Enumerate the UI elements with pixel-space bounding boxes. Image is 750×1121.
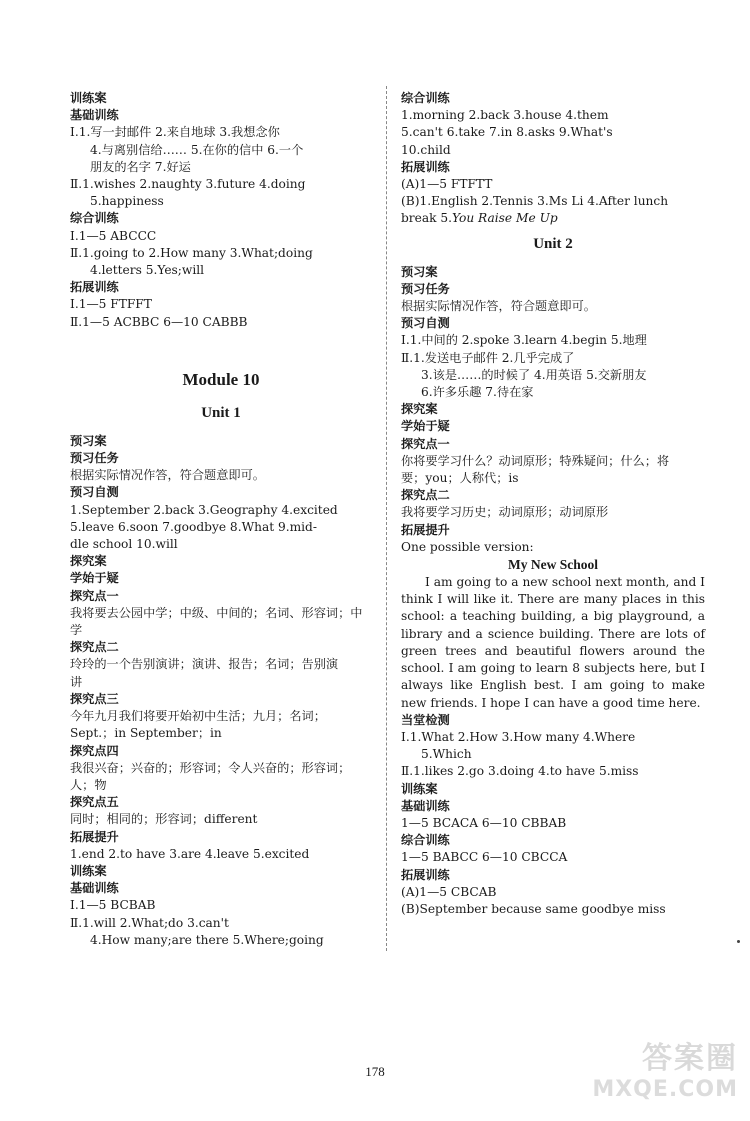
answer-line: (A)1—5 CBCAB	[401, 884, 497, 899]
section-heading: 拓展提升	[401, 522, 450, 537]
right-column	[401, 90, 705, 918]
answer-line: Ⅰ.1—5 ABCCC	[70, 228, 157, 243]
answer-line: 5.happiness	[90, 194, 164, 209]
section-heading: 综合训练	[70, 211, 119, 226]
answer-line: Ⅰ.1.What 2.How 3.How many 4.Where	[401, 729, 636, 744]
section-heading: 预习自测	[70, 485, 119, 500]
answer-line	[401, 210, 705, 227]
answer-line: 学	[70, 623, 83, 638]
watermark-bottom-text: MXQE.COM	[592, 1077, 738, 1102]
answer-line: 6.许多乐趣 7.待在家	[421, 385, 534, 400]
answer-line: 1—5 BABCC 6—10 CBCCA	[401, 850, 568, 865]
answer-line: 5.can't 6.take 7.in 8.asks 9.What's	[401, 125, 613, 140]
answer-line: Ⅱ.1.going to 2.How many 3.What;doing	[70, 245, 313, 260]
section-heading: 训练案	[70, 91, 107, 105]
section-heading: 探究点二	[401, 488, 450, 503]
watermark-logo	[588, 1041, 738, 1111]
section-heading: 预习案	[70, 433, 107, 448]
section-heading: 探究点一	[401, 436, 450, 451]
answer-line: 3.该是……的时候了 4.用英语 5.交新朋友	[421, 367, 647, 382]
answer-line: Ⅱ.1.will 2.What;do 3.can't	[70, 915, 229, 930]
answer-line: (B)September because same goodbye miss	[401, 901, 666, 916]
answer-line: Ⅰ.1—5 FTFFT	[70, 297, 152, 312]
section-heading: 当堂检测	[401, 712, 450, 727]
essay-paragraph: I am going to a new school next month, and I think I will like it. There are many places in this school: a teaching building, a big playground, a library and a science building. There are lots of green trees and beautiful flowers around the school. I am going to learn 8 subjects here, but I always like English best. I am going to make new friends. I hope I can have a good time here.	[401, 575, 705, 710]
section-heading: 综合训练	[401, 833, 450, 848]
answer-line: 根据实际情况作答，符合题意即可。	[70, 468, 265, 483]
section-heading: 学始于疑	[401, 419, 450, 434]
answer-line: 1.end 2.to have 3.are 4.leave 5.excited	[70, 846, 310, 861]
section-heading: 探究案	[70, 554, 107, 569]
module-title: Module 10	[182, 369, 260, 389]
section-heading: 训练案	[401, 781, 438, 796]
section-heading: 探究点二	[70, 640, 119, 655]
page-number: 178	[365, 1064, 385, 1079]
answer-line: 1.September 2.back 3.Geography 4.excited	[70, 502, 338, 517]
answer-line: (B)1.English 2.Tennis 3.Ms Li 4.After lunch	[401, 194, 669, 209]
answer-line: dle school 10.will	[70, 537, 178, 552]
answer-line: 根据实际情况作答，符合题意即可。	[401, 299, 596, 314]
answer-line: One possible version:	[401, 539, 534, 554]
answer-line: 5.leave 6.soon 7.goodbye 8.What 9.mid-	[70, 519, 317, 534]
answer-line: 人；物	[70, 777, 107, 792]
section-heading: 拓展训练	[401, 867, 450, 882]
answer-line: 1—5 BCACA 6—10 CBBAB	[401, 815, 567, 830]
section-heading: 拓展提升	[70, 829, 119, 844]
answer-line: 你将要学习什么？动词原形；特殊疑问；什么；将	[401, 453, 670, 468]
section-heading: 探究点五	[70, 795, 119, 810]
section-heading: 拓展训练	[401, 159, 450, 174]
section-heading: 探究点四	[70, 743, 119, 758]
section-heading: 拓展训练	[70, 280, 119, 295]
section-heading: 探究点三	[70, 691, 119, 706]
answer-line: Sept.；in September；in	[70, 726, 222, 741]
answer-line: 5.Which	[421, 747, 472, 762]
section-heading: 训练案	[70, 863, 107, 878]
section-heading: 基础训练	[70, 881, 119, 896]
answer-line: Ⅰ.1.写一封邮件 2.来自地球 3.我想念你	[70, 125, 280, 140]
answer-line: 今年九月我们将要开始初中生活；九月；名词；	[70, 709, 326, 724]
answer-text: break 5.	[401, 211, 452, 226]
unit-title: Unit 2	[533, 235, 573, 252]
answer-line: 我很兴奋；兴奋的；形容词；令人兴奋的；形容词；	[70, 760, 351, 775]
song-title: You Raise Me Up	[452, 211, 558, 226]
unit-title: Unit 1	[201, 404, 241, 421]
section-heading: 基础训练	[70, 108, 119, 123]
answer-line: Ⅱ.1—5 ACBBC 6—10 CABBB	[70, 314, 248, 329]
section-heading: 学始于疑	[70, 571, 119, 586]
answer-line: Ⅱ.1.发送电子邮件 2.几乎完成了	[401, 350, 575, 365]
section-heading: 综合训练	[401, 91, 450, 105]
answer-line: 我将要去公园中学；中级、中间的；名词、形容词；中	[70, 605, 363, 620]
section-heading: 预习任务	[401, 281, 450, 296]
essay-title: My New School	[508, 557, 598, 573]
answer-line: 10.child	[401, 142, 451, 157]
answer-line: Ⅱ.1.wishes 2.naughty 3.future 4.doing	[70, 177, 306, 192]
section-heading: 预习自测	[401, 316, 450, 331]
answer-line: 讲	[70, 674, 83, 689]
answer-line: 朋友的名字 7.好运	[90, 159, 191, 174]
answer-line: 4.letters 5.Yes;will	[90, 263, 205, 278]
left-column	[70, 90, 372, 949]
stray-mark	[737, 940, 740, 943]
answer-line: 1.morning 2.back 3.house 4.them	[401, 108, 609, 123]
answer-line: Ⅰ.1—5 BCBAB	[70, 898, 156, 913]
section-heading: 基础训练	[401, 798, 450, 813]
answer-line: Ⅰ.1.中间的 2.spoke 3.learn 4.begin 5.地理	[401, 333, 647, 348]
answer-line: 4.与离别信给…… 5.在你的信中 6.一个	[90, 142, 304, 157]
section-heading: 预习案	[401, 264, 438, 279]
answer-line: Ⅱ.1.likes 2.go 3.doing 4.to have 5.miss	[401, 764, 639, 779]
answer-line: 4.How many;are there 5.Where;going	[90, 932, 324, 947]
answer-line: 玲玲的一个告别演讲；演讲、报告；名词；告别演	[70, 657, 339, 672]
watermark-top-text: 答案圈	[642, 1041, 738, 1076]
answer-line: 我将要学习历史；动词原形；动词原形	[401, 505, 609, 520]
answer-line: 同时；相同的；形容词；different	[70, 812, 258, 827]
answer-line: 要；you；人称代；is	[401, 471, 519, 486]
column-divider	[386, 86, 387, 951]
section-heading: 预习任务	[70, 451, 119, 466]
section-heading: 探究案	[401, 402, 438, 417]
answer-line: (A)1—5 FTFTT	[401, 177, 493, 192]
section-heading: 探究点一	[70, 588, 119, 603]
